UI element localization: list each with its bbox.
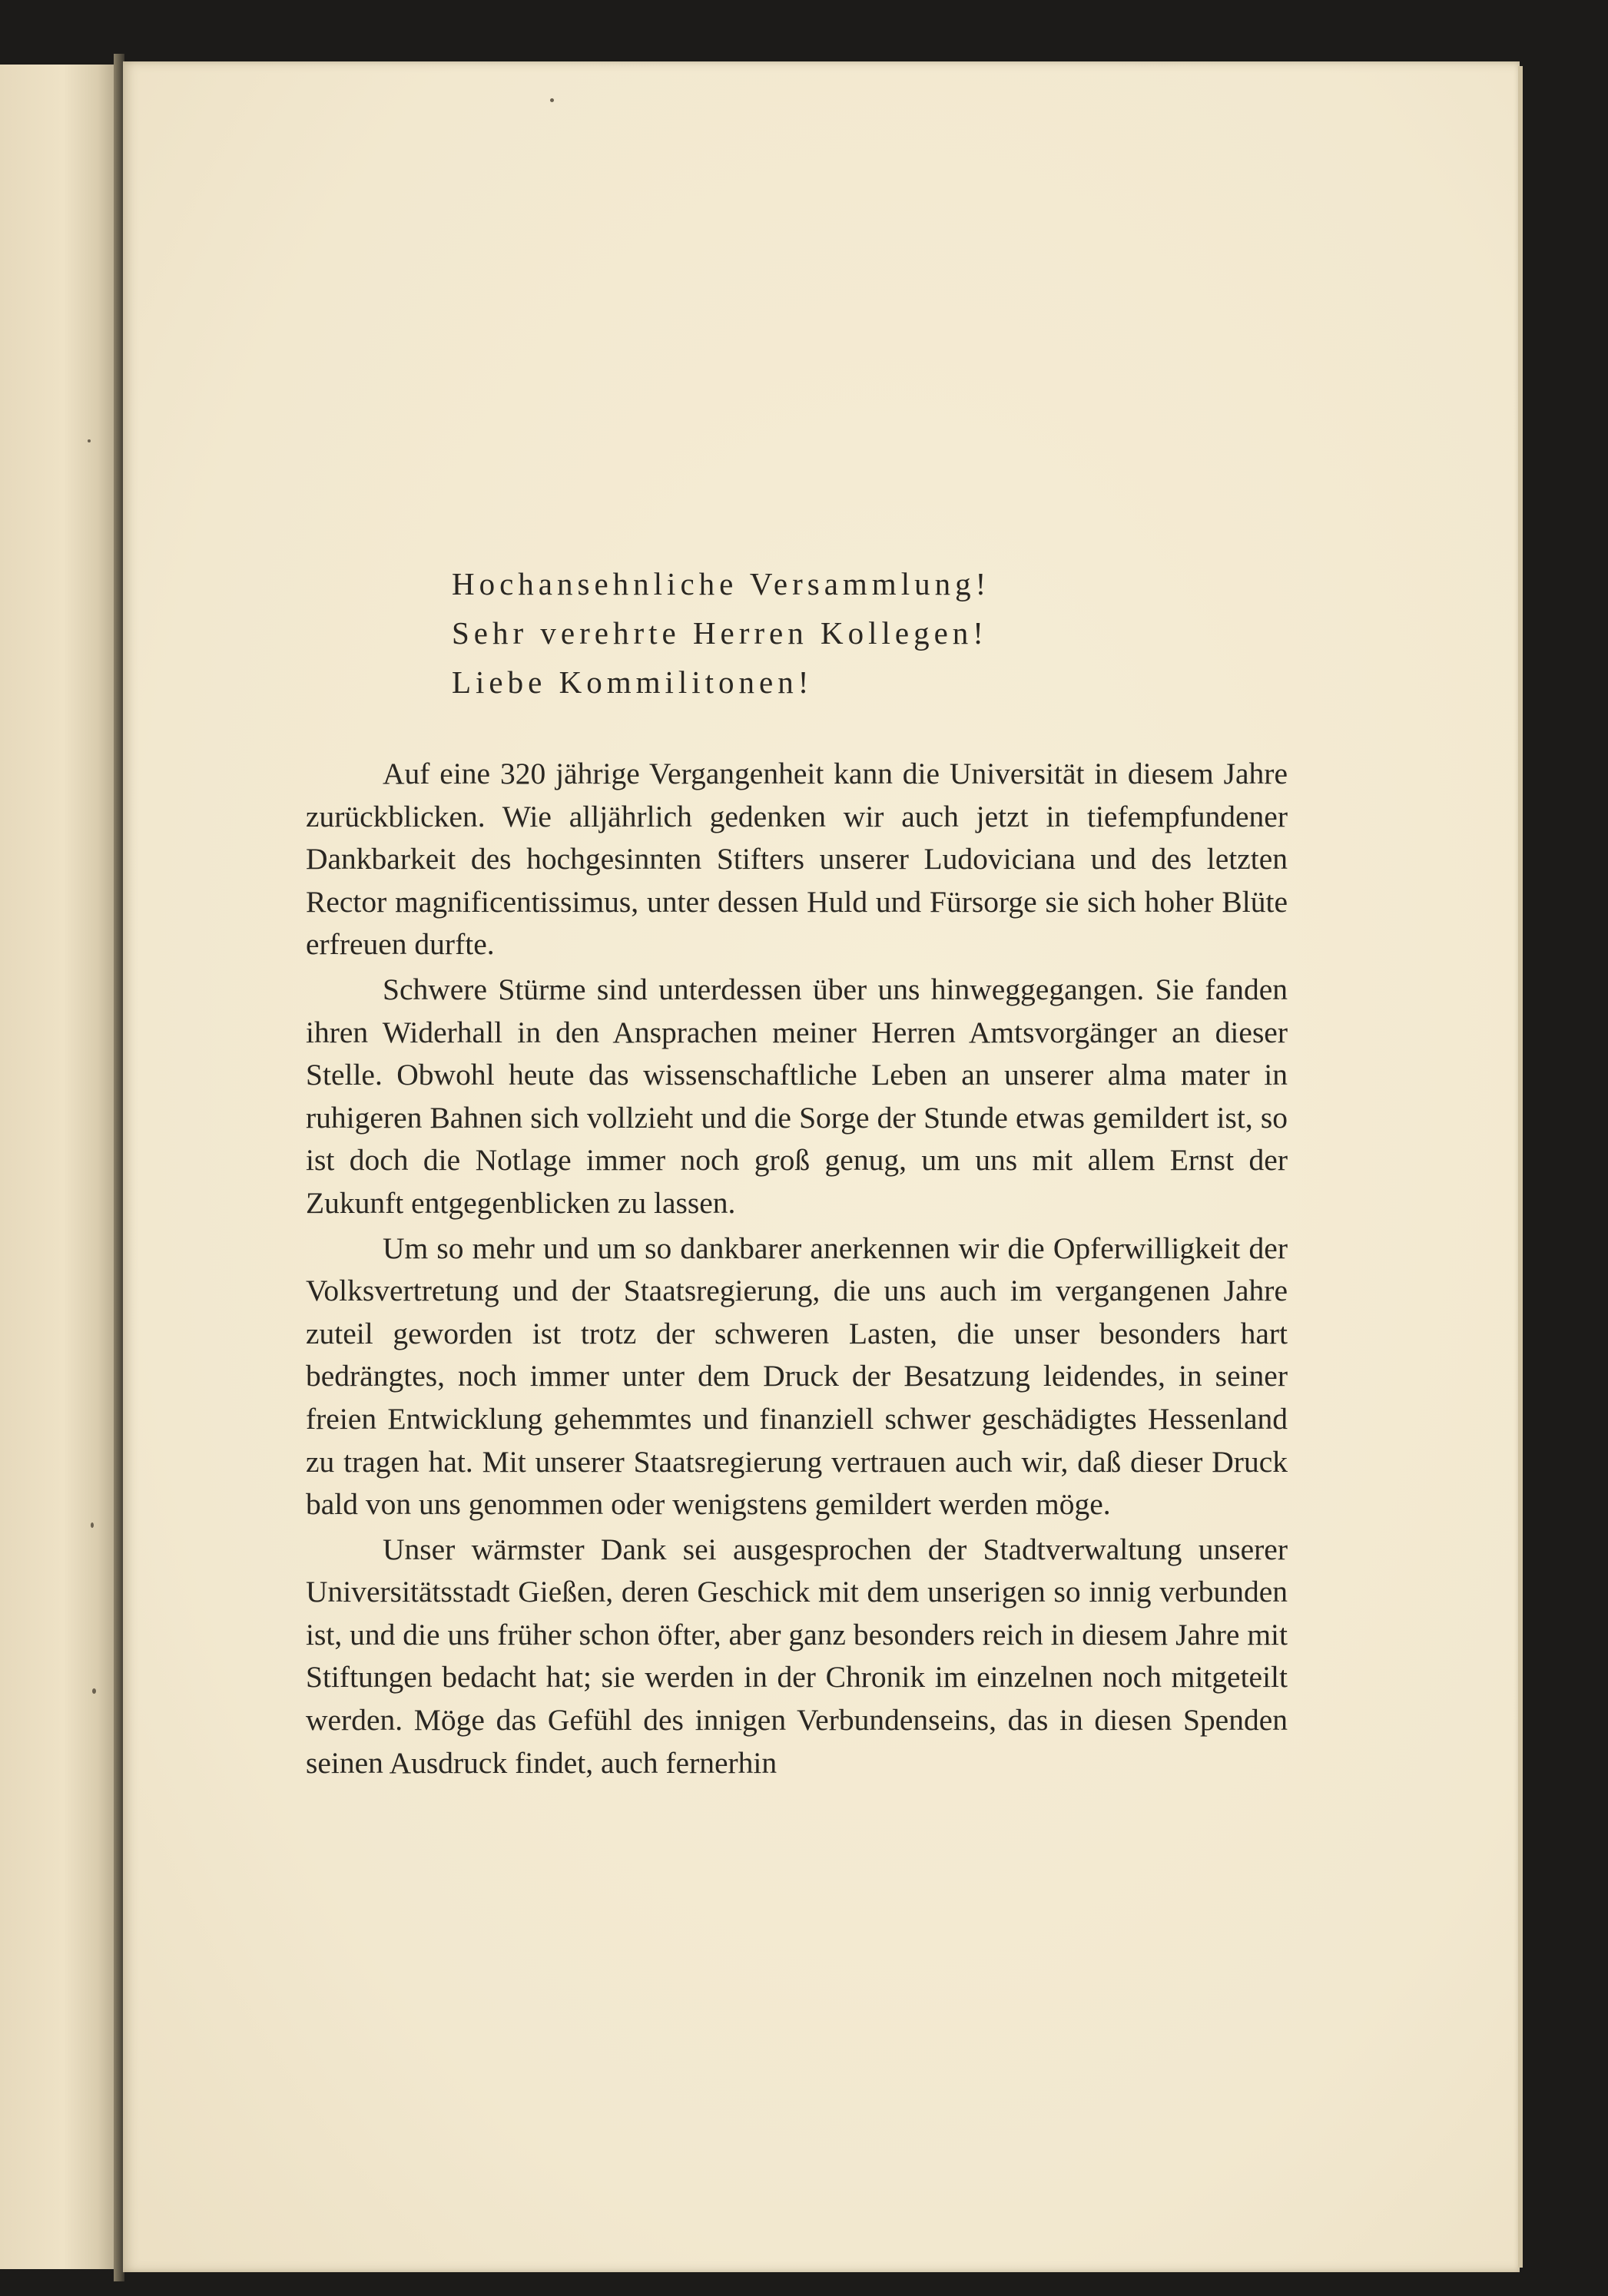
salutation-line: Liebe Kommilitonen! — [452, 664, 814, 700]
paper-speck — [91, 1522, 94, 1528]
paragraph: Um so mehr und um so dankbarer anerkennen wir die Opferwilligkeit der Volksvertretung und der Staatsregierung, die uns auch im vergangenen Jahre zuteil geworden ist trotz der schweren Lasten, die unser besonders hart bedrängtes, noch immer unter dem Druck der Besatzung leidendes, in seiner freien Entwicklung gehemmtes und finanziell schwer geschädigtes Hessenland zu tragen hat. Mit unserer Staatsregierung vertrauen auch wir, daß dieser Druck bald von uns genommen oder wenigstens gemildert werden möge. — [306, 1231, 1288, 1522]
page-right-edge — [1518, 66, 1523, 2268]
left-page-edge — [0, 65, 115, 2269]
paragraph: Auf eine 320 jährige Vergangenheit kann die Universität in diesem Jahre zurückblicken. Wie alljährlich gedenken wir auch jetzt in tiefempfundener Dankbarkeit des hochgesinnten Stifters unserer Ludoviciana und des letzten Rector magnificentissimus, unter dessen Huld und Fürsorge sie sich hoher Blüte erfreuen durfte. — [306, 757, 1288, 962]
paper-speck — [92, 1688, 96, 1694]
speech-body — [306, 753, 1288, 1784]
paragraph: Unser wärmster Dank sei ausgesprochen der Stadtverwaltung unserer Universitätsstadt Gießen, deren Geschick mit dem unserigen so innig verbunden ist, und die uns früher schon öfter, aber ganz besonders reich in diesem Jahre mit Stiftungen bedacht hat; sie werden in der Chronik im einzelnen noch mitgeteilt werden. Möge das Gefühl des innigen Verbundenseins, das in diesen Spenden seinen Ausdruck findet, auch fernerhin — [306, 1532, 1288, 1780]
salutation-block — [452, 559, 990, 707]
paper-speck — [88, 439, 91, 442]
paper-speck — [550, 98, 554, 102]
paragraph: Schwere Stürme sind unterdessen über uns hinweggegangen. Sie fanden ihren Widerhall in den Ansprachen meiner Herren Amtsvorgänger an dieser Stelle. Obwohl heute das wissenschaftliche Leben an unserer alma mater in ruhigeren Bahnen sich vollzieht und die Sorge der Stunde etwas gemildert ist, so ist doch die Notlage immer noch groß genug, um uns mit allem Ernst der Zukunft entgegenblicken zu lassen. — [306, 972, 1288, 1220]
salutation-line: Sehr verehrte Herren Kollegen! — [452, 615, 988, 651]
salutation-line: Hochansehnliche Versammlung! — [452, 566, 991, 601]
